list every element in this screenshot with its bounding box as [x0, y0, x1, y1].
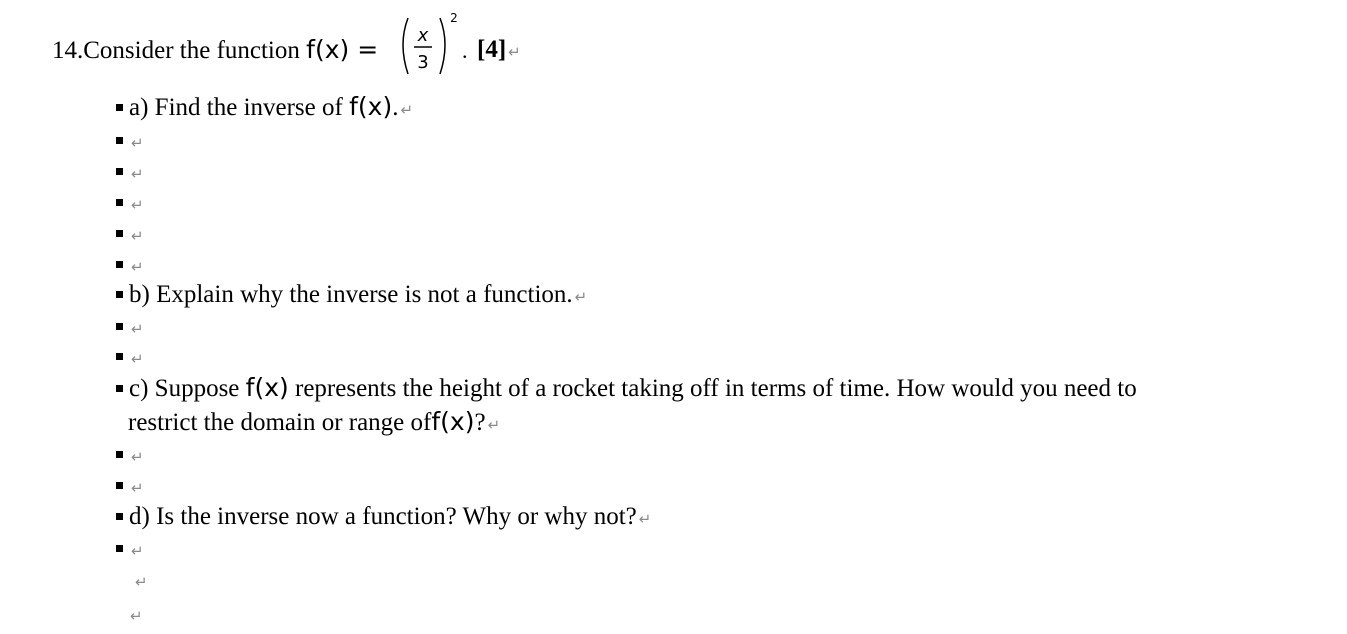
paragraph-mark-icon: ↵	[131, 134, 144, 152]
empty-paragraph	[128, 601, 143, 629]
bullet-icon	[116, 291, 123, 298]
fraction-expression	[396, 4, 458, 84]
paragraph-mark-icon: ↵	[131, 350, 144, 368]
bullet-icon	[116, 230, 123, 237]
bullet-icon	[116, 482, 123, 489]
bullet-icon	[116, 168, 123, 175]
empty-line	[116, 252, 144, 280]
paragraph-mark-icon: ↵	[574, 288, 588, 306]
paragraph-mark-icon: ↵	[130, 607, 143, 625]
empty-paragraph	[133, 567, 148, 595]
paragraph-mark-icon: ↵	[131, 227, 144, 245]
paragraph-mark-icon: ↵	[131, 448, 144, 466]
period: .	[462, 38, 468, 63]
bullet-icon	[116, 513, 123, 520]
paragraph-mark-icon: ↵	[131, 320, 144, 338]
part-b: b) Explain why the inverse is not a function. ↵	[116, 282, 587, 310]
bullet-icon	[116, 323, 123, 330]
paragraph-mark-icon: ↵	[131, 542, 144, 560]
function-label: f(x)	[306, 35, 350, 64]
fraction-numerator: x	[417, 25, 429, 46]
paragraph-mark-icon: ↵	[131, 479, 144, 497]
bullet-icon	[116, 353, 123, 360]
marks-label	[477, 35, 521, 67]
part-d: d) Is the inverse now a function? Why or why not? ↵	[116, 504, 651, 532]
part-a: a) Find the inverse of f(x). ↵	[116, 94, 413, 123]
question-header	[52, 35, 378, 66]
empty-line	[116, 344, 144, 372]
bullet-icon	[116, 137, 123, 144]
empty-line	[116, 159, 144, 187]
bullet-icon	[116, 261, 123, 268]
empty-line	[116, 190, 144, 218]
equals-sign: =	[349, 35, 379, 64]
empty-line	[116, 442, 144, 470]
fraction-denominator: 3	[417, 52, 429, 73]
part-c: c) Suppose f(x) represents the height of a rocket taking off in terms of time. How would you need to	[116, 375, 1137, 402]
question-prefix: 14.Consider the function	[52, 37, 307, 64]
empty-line	[116, 536, 144, 564]
paragraph-mark-icon: ↵	[135, 573, 148, 591]
part-c-continued: restrict the domain or range off(x)? ↵	[128, 407, 501, 436]
marks-value: [4]	[477, 36, 507, 63]
paragraph-mark-icon: ↵	[131, 196, 144, 214]
empty-line	[116, 128, 144, 156]
bullet-icon	[116, 545, 123, 552]
paragraph-mark-icon: ↵	[131, 258, 144, 276]
paragraph-mark-icon: ↵	[400, 101, 414, 119]
empty-line	[116, 314, 144, 342]
exponent: 2	[450, 11, 458, 25]
bullet-icon	[116, 451, 123, 458]
paragraph-mark-icon: ↵	[131, 165, 144, 183]
bullet-icon	[116, 385, 123, 392]
paragraph-mark-icon: ↵	[508, 43, 521, 61]
paragraph-mark-icon: ↵	[638, 510, 652, 528]
empty-line	[116, 221, 144, 249]
bullet-icon	[116, 199, 123, 206]
empty-line	[116, 473, 144, 501]
paragraph-mark-icon: ↵	[487, 416, 501, 434]
bullet-icon	[116, 104, 123, 111]
